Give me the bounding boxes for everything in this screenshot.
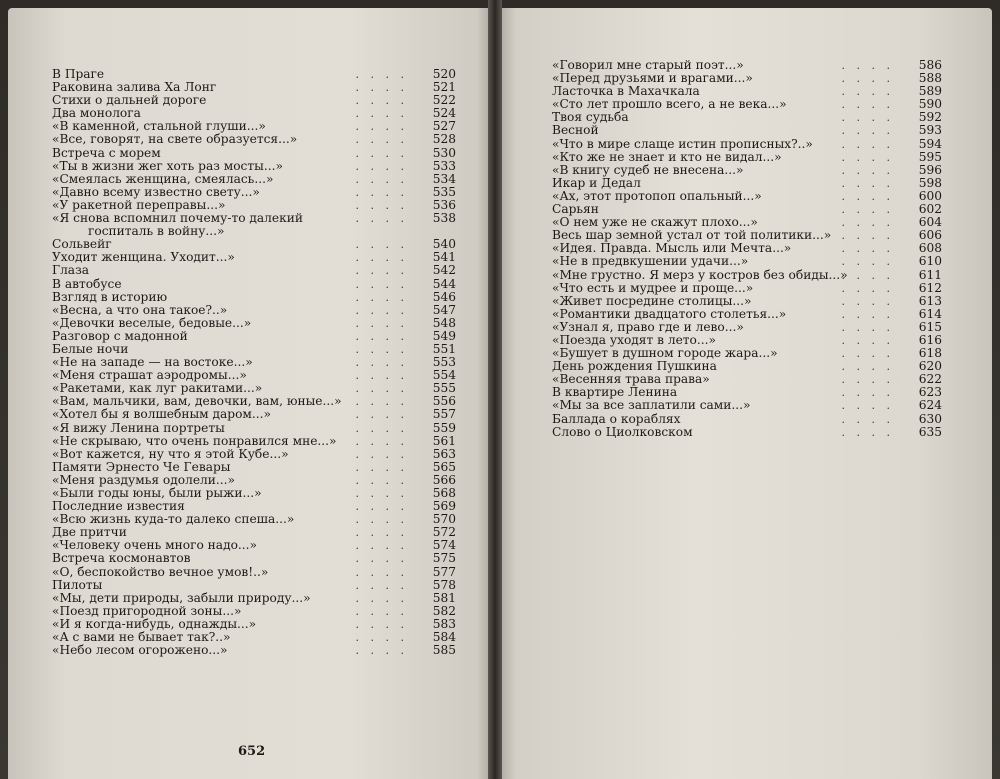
contents-entry — [552, 413, 942, 426]
entry-page-number: 630 — [918, 411, 942, 426]
entry-title: Памяти Эрнесто Че Гевары — [52, 459, 231, 474]
entry-page-number: 611 — [918, 267, 942, 282]
contents-entry — [552, 255, 942, 268]
entry-title: «И я когда-нибудь, однажды...» — [52, 616, 257, 631]
contents-entry — [52, 278, 456, 291]
entry-title: «Все, говорят, на свете образуется...» — [52, 132, 298, 147]
entry-page-number: 542 — [432, 263, 456, 278]
entry-page-number: 544 — [432, 276, 456, 291]
entry-title: «Романтики двадцатого столетья...» — [552, 306, 787, 321]
entry-page-number: 622 — [918, 372, 942, 387]
dot-leader: . . . . — [355, 146, 408, 160]
entry-page-number: 588 — [918, 71, 942, 86]
contents-entry — [52, 566, 456, 579]
entry-page-number: 566 — [432, 472, 456, 487]
page-number: 652 — [238, 744, 266, 759]
entry-title: Баллада о кораблях — [552, 411, 681, 426]
dot-leader: . . . . — [355, 395, 408, 409]
contents-entry — [552, 111, 942, 124]
dot-leader: . . . . — [355, 303, 408, 317]
entry-title: Твоя судьба — [552, 110, 629, 125]
dot-leader: . . . . — [841, 203, 894, 217]
entry-page-number: 541 — [432, 250, 456, 265]
entry-title: «Мы за все заплатили сами...» — [552, 398, 751, 413]
dot-leader: . . . . — [841, 373, 894, 387]
dot-leader: . . . . — [841, 163, 894, 177]
dot-leader: . . . . — [355, 133, 408, 147]
contents-entry — [552, 124, 942, 137]
entry-page-number: 540 — [432, 237, 456, 252]
entry-title: «Были годы юны, были рыжи...» — [52, 486, 262, 500]
dot-leader: . . . . — [841, 189, 894, 203]
dot-leader: . . . . — [355, 316, 408, 330]
dot-leader: . . . . — [841, 412, 894, 426]
entry-page-number: 620 — [918, 359, 942, 374]
entry-page-number: 589 — [918, 84, 942, 99]
dot-leader: . . . . — [355, 198, 408, 212]
entry-page-number: 522 — [432, 93, 456, 108]
entry-page-number: 578 — [432, 577, 456, 592]
entry-page-number: 577 — [432, 564, 456, 579]
entry-page-number: 592 — [918, 110, 942, 125]
entry-title: «Вот кажется, ну что я этой Кубе...» — [52, 446, 289, 461]
entry-page-number: 535 — [432, 184, 456, 199]
entry-page-number: 565 — [432, 459, 456, 474]
dot-leader: . . . . — [841, 85, 894, 99]
dot-leader: . . . . — [355, 120, 408, 134]
entry-title: В квартире Ленина — [552, 385, 678, 400]
contents-entry — [52, 173, 456, 186]
dot-leader: . . . . — [841, 386, 894, 400]
entry-title: Стихи о дальней дороге — [52, 93, 207, 108]
dot-leader: . . . . — [841, 59, 894, 72]
dot-leader: . . . . — [841, 320, 894, 334]
entry-title: «Меня страшат аэродромы...» — [52, 368, 247, 383]
entry-title: Сольвейг — [52, 237, 112, 252]
entry-page-number: 586 — [918, 58, 942, 72]
entry-title: «Я снова вспомнил почему-то далекий — [52, 211, 303, 226]
contents-entry — [52, 147, 456, 160]
entry-title: Сарьян — [552, 202, 599, 217]
dot-leader: . . . . — [841, 229, 894, 243]
dot-leader: . . . . — [355, 578, 408, 592]
contents-entry — [52, 552, 456, 565]
entry-title: Глаза — [52, 263, 89, 278]
dot-leader: . . . . — [355, 591, 408, 605]
dot-leader: . . . . — [355, 329, 408, 343]
dot-leader: . . . . — [841, 242, 894, 256]
dot-leader: . . . . — [355, 185, 408, 199]
entry-title: В Праге — [52, 67, 105, 81]
entry-title: «Ты в жизни жег хоть раз мосты...» — [52, 158, 283, 173]
entry-title: «О нем уже не скажут плохо...» — [552, 215, 758, 230]
dot-leader: . . . . — [355, 539, 408, 553]
dot-leader: . . . . — [841, 98, 894, 112]
entry-title: «В книгу судеб не внесена...» — [552, 162, 744, 177]
dot-leader: . . . . — [355, 500, 408, 514]
entry-title: «Не скрываю, что очень понравился мне...» — [52, 433, 337, 448]
dot-leader: . . . . — [355, 421, 408, 435]
entry-page-number: 594 — [918, 136, 942, 151]
entry-title: «Живет посредине столицы...» — [552, 293, 752, 308]
contents-entry — [52, 579, 456, 592]
entry-title: Уходит женщина. Уходит...» — [52, 250, 235, 265]
contents-entry — [552, 399, 942, 412]
entry-page-number: 600 — [918, 188, 942, 203]
dot-leader: . . . . — [355, 68, 408, 81]
entry-title: «Давно всему известно свету...» — [52, 184, 260, 199]
entry-page-number: 557 — [432, 407, 456, 422]
dot-leader: . . . . — [355, 644, 408, 658]
entry-page-number: 548 — [432, 315, 456, 330]
entry-page-number: 551 — [432, 341, 456, 356]
entry-page-number: 555 — [432, 381, 456, 396]
entry-page-number: 615 — [918, 319, 942, 334]
dot-leader: . . . . — [355, 565, 408, 579]
dot-leader: . . . . — [355, 513, 408, 527]
entry-page-number: 606 — [918, 228, 942, 243]
dot-leader: . . . . — [355, 94, 408, 108]
dot-leader: . . . . — [355, 172, 408, 186]
entry-title-continued: госпиталь в войну...» — [88, 224, 225, 239]
dot-leader: . . . . — [355, 617, 408, 631]
entry-page-number: 568 — [432, 486, 456, 500]
dot-leader: . . . . — [841, 268, 894, 282]
entry-page-number: 635 — [918, 424, 942, 439]
dot-leader: . . . . — [841, 216, 894, 230]
entry-page-number: 616 — [918, 332, 942, 347]
entry-page-number: 574 — [432, 538, 456, 553]
dot-leader: . . . . — [355, 264, 408, 278]
dot-leader: . . . . — [841, 333, 894, 347]
contents-entry — [552, 321, 942, 334]
dot-leader: . . . . — [841, 425, 894, 439]
dot-leader: . . . . — [841, 399, 894, 413]
entry-page-number: 590 — [918, 97, 942, 112]
dot-leader: . . . . — [841, 176, 894, 190]
dot-leader: . . . . — [355, 552, 408, 566]
dot-leader: . . . . — [841, 307, 894, 321]
dot-leader: . . . . — [355, 408, 408, 422]
entry-page-number: 559 — [432, 420, 456, 435]
contents-entry — [552, 138, 942, 151]
contents-entry — [552, 177, 942, 190]
entry-title: «Ракетами, как луг ракитами...» — [52, 381, 263, 396]
entry-page-number: 595 — [918, 149, 942, 164]
entry-title: «Всю жизнь куда-то далеко спеша...» — [52, 512, 295, 527]
entry-page-number: 610 — [918, 254, 942, 269]
entry-page-number: 602 — [918, 202, 942, 217]
entry-page-number: 528 — [432, 132, 456, 147]
left-contents-list — [52, 68, 456, 657]
entry-page-number: 612 — [918, 280, 942, 295]
contents-entry — [52, 304, 456, 317]
entry-title: «Смеялась женщина, смеялась...» — [52, 171, 274, 186]
contents-entry — [52, 330, 456, 343]
contents-entry — [52, 461, 456, 474]
entry-title: «Что в мире слаще истин прописных?..» — [552, 136, 813, 151]
entry-title: «Весенняя трава права» — [552, 372, 710, 387]
entry-title: «В каменной, стальной глуши...» — [52, 119, 266, 134]
contents-entry — [552, 282, 942, 295]
dot-leader: . . . . — [355, 631, 408, 645]
entry-title: «Небо лесом огорожено...» — [52, 643, 228, 658]
dot-leader: . . . . — [841, 294, 894, 308]
entry-title: «Меня раздумья одолели...» — [52, 472, 235, 487]
entry-page-number: 527 — [432, 119, 456, 134]
entry-title: Веcной — [552, 123, 599, 138]
entry-title: Встреча космонавтов — [52, 551, 191, 566]
entry-title: «Весна, а что она такое?..» — [52, 302, 228, 317]
dot-leader: . . . . — [841, 137, 894, 151]
dot-leader: . . . . — [841, 72, 894, 86]
entry-title: «Бушует в душном городе жара...» — [552, 346, 778, 361]
entry-page-number: 624 — [918, 398, 942, 413]
dot-leader: . . . . — [355, 487, 408, 500]
entry-page-number: 524 — [432, 106, 456, 121]
contents-entry — [552, 308, 942, 321]
contents-entry — [52, 592, 456, 605]
dot-leader: . . . . — [841, 360, 894, 374]
entry-page-number: 520 — [432, 67, 456, 81]
entry-title: «А с вами не бывает так?..» — [52, 630, 231, 645]
dot-leader: . . . . — [355, 107, 408, 121]
entry-title: Слово о Циолковском — [552, 424, 693, 439]
entry-page-number: 604 — [918, 215, 942, 230]
entry-page-number: 538 — [432, 211, 456, 226]
contents-entry — [52, 644, 456, 657]
entry-title: «Человеку очень много надо...» — [52, 538, 257, 553]
contents-entry — [52, 264, 456, 277]
entry-title: «Поезд пригородной зоны...» — [52, 603, 242, 618]
dot-leader: . . . . — [355, 460, 408, 474]
entry-title: «Не в предвкушении удачи...» — [552, 254, 749, 269]
entry-page-number: 569 — [432, 499, 456, 514]
entry-title: Пилоты — [52, 577, 103, 592]
entry-title: Два монолога — [52, 106, 141, 121]
contents-entry — [52, 605, 456, 618]
entry-title: «Идея. Правда. Мысль или Мечта...» — [552, 241, 792, 256]
dot-leader: . . . . — [841, 124, 894, 138]
entry-title: «Кто же не знает и кто не видал...» — [552, 149, 782, 164]
contents-entry — [52, 291, 456, 304]
contents-entry — [52, 186, 456, 199]
entry-title: Последние известия — [52, 499, 185, 514]
entry-page-number: 547 — [432, 302, 456, 317]
contents-entry — [552, 426, 942, 439]
dot-leader: . . . . — [841, 255, 894, 269]
dot-leader: . . . . — [841, 150, 894, 164]
entry-title: Взгляд в историю — [52, 289, 168, 304]
entry-page-number: 608 — [918, 241, 942, 256]
entry-page-number: 536 — [432, 197, 456, 212]
contents-entry — [552, 295, 942, 308]
dot-leader: . . . . — [355, 356, 408, 370]
dot-leader: . . . . — [355, 526, 408, 540]
entry-page-number: 618 — [918, 346, 942, 361]
entry-title: «Вам, мальчики, вам, девочки, вам, юные...» — [52, 394, 342, 409]
entry-title: «Мы, дети природы, забыли природу...» — [52, 590, 311, 605]
contents-entry — [52, 422, 456, 435]
entry-title: «Ах, этот протопоп опальный...» — [552, 188, 762, 203]
dot-leader: . . . . — [355, 238, 408, 252]
entry-title: «Что есть и мудрее и проще...» — [552, 280, 754, 295]
dot-leader: . . . . — [355, 447, 408, 461]
contents-entry — [52, 212, 456, 238]
entry-page-number: 584 — [432, 630, 456, 645]
entry-page-number: 593 — [918, 123, 942, 138]
book-gutter — [488, 0, 502, 779]
entry-title: «О, беспокойство вечное умов!..» — [52, 564, 269, 579]
entry-title: Белые ночи — [52, 341, 129, 356]
dot-leader: . . . . — [355, 290, 408, 304]
dot-leader: . . . . — [355, 159, 408, 173]
right-contents-list — [552, 59, 942, 439]
entry-title: «Сто лет прошло всего, а не века...» — [552, 97, 787, 112]
entry-page-number: 561 — [432, 433, 456, 448]
entry-title: «Хотел бы я волшебным даром...» — [52, 407, 271, 422]
entry-title: Икар и Дедал — [552, 175, 641, 190]
dot-leader: . . . . — [355, 277, 408, 291]
entry-page-number: 534 — [432, 171, 456, 186]
dot-leader: . . . . — [355, 342, 408, 356]
contents-entry — [552, 190, 942, 203]
dot-leader: . . . . — [355, 604, 408, 618]
entry-title: «Не на западе — на востоке...» — [52, 355, 253, 370]
dot-leader: . . . . — [355, 212, 408, 226]
entry-page-number: 554 — [432, 368, 456, 383]
entry-title: Весь шар земной устал от той политики...» — [552, 228, 832, 243]
entry-page-number: 563 — [432, 446, 456, 461]
entry-page-number: 521 — [432, 80, 456, 95]
entry-page-number: 581 — [432, 590, 456, 605]
entry-page-number: 553 — [432, 355, 456, 370]
entry-page-number: 570 — [432, 512, 456, 527]
entry-page-number: 598 — [918, 175, 942, 190]
dot-leader: . . . . — [355, 369, 408, 383]
contents-entry — [52, 133, 456, 146]
contents-entry — [52, 160, 456, 173]
dot-leader: . . . . — [355, 251, 408, 265]
entry-page-number: 556 — [432, 394, 456, 409]
entry-title: Ласточка в Махачкала — [552, 84, 700, 99]
entry-page-number: 623 — [918, 385, 942, 400]
entry-title: «Узнал я, право где и лево...» — [552, 319, 744, 334]
contents-entry — [552, 151, 942, 164]
entry-title: «Перед друзьями и врагами...» — [552, 71, 753, 86]
entry-title: «Девочки веселые, бедовые...» — [52, 315, 252, 330]
entry-title: «У ракетной переправы...» — [52, 197, 226, 212]
dot-leader: . . . . — [355, 382, 408, 396]
entry-page-number: 583 — [432, 616, 456, 631]
entry-page-number: 546 — [432, 289, 456, 304]
entry-title: День рождения Пушкина — [552, 359, 717, 374]
dot-leader: . . . . — [355, 81, 408, 95]
dot-leader: . . . . — [355, 434, 408, 448]
entry-title: «Поезда уходят в лето...» — [552, 332, 716, 347]
entry-page-number: 596 — [918, 162, 942, 177]
entry-title: «Говорил мне старый поэт...» — [552, 58, 744, 72]
entry-page-number: 533 — [432, 158, 456, 173]
contents-entry — [552, 164, 942, 177]
contents-entry — [52, 317, 456, 330]
entry-page-number: 614 — [918, 306, 942, 321]
entry-page-number: 585 — [432, 643, 456, 658]
dot-leader: . . . . — [841, 347, 894, 361]
contents-entry — [52, 448, 456, 461]
entry-title: «Мне грустно. Я мерз у костров без обиды...» — [552, 267, 848, 282]
contents-entry — [52, 408, 456, 421]
entry-title: Встреча с морем — [52, 145, 161, 160]
dot-leader: . . . . — [841, 281, 894, 295]
entry-page-number: 572 — [432, 525, 456, 540]
entry-page-number: 613 — [918, 293, 942, 308]
entry-title: Две притчи — [52, 525, 127, 540]
contents-entry — [52, 251, 456, 264]
entry-title: В автобусе — [52, 276, 122, 291]
entry-page-number: 575 — [432, 551, 456, 566]
entry-title: Раковина залива Ха Лонг — [52, 80, 217, 95]
entry-title: «Я вижу Ленина портреты — [52, 420, 225, 435]
entry-page-number: 549 — [432, 328, 456, 343]
entry-page-number: 530 — [432, 145, 456, 160]
dot-leader: . . . . — [841, 111, 894, 125]
contents-entry — [52, 435, 456, 448]
dot-leader: . . . . — [355, 473, 408, 487]
entry-title: Разговор с мадонной — [52, 328, 188, 343]
entry-page-number: 582 — [432, 603, 456, 618]
contents-entry — [552, 269, 942, 282]
